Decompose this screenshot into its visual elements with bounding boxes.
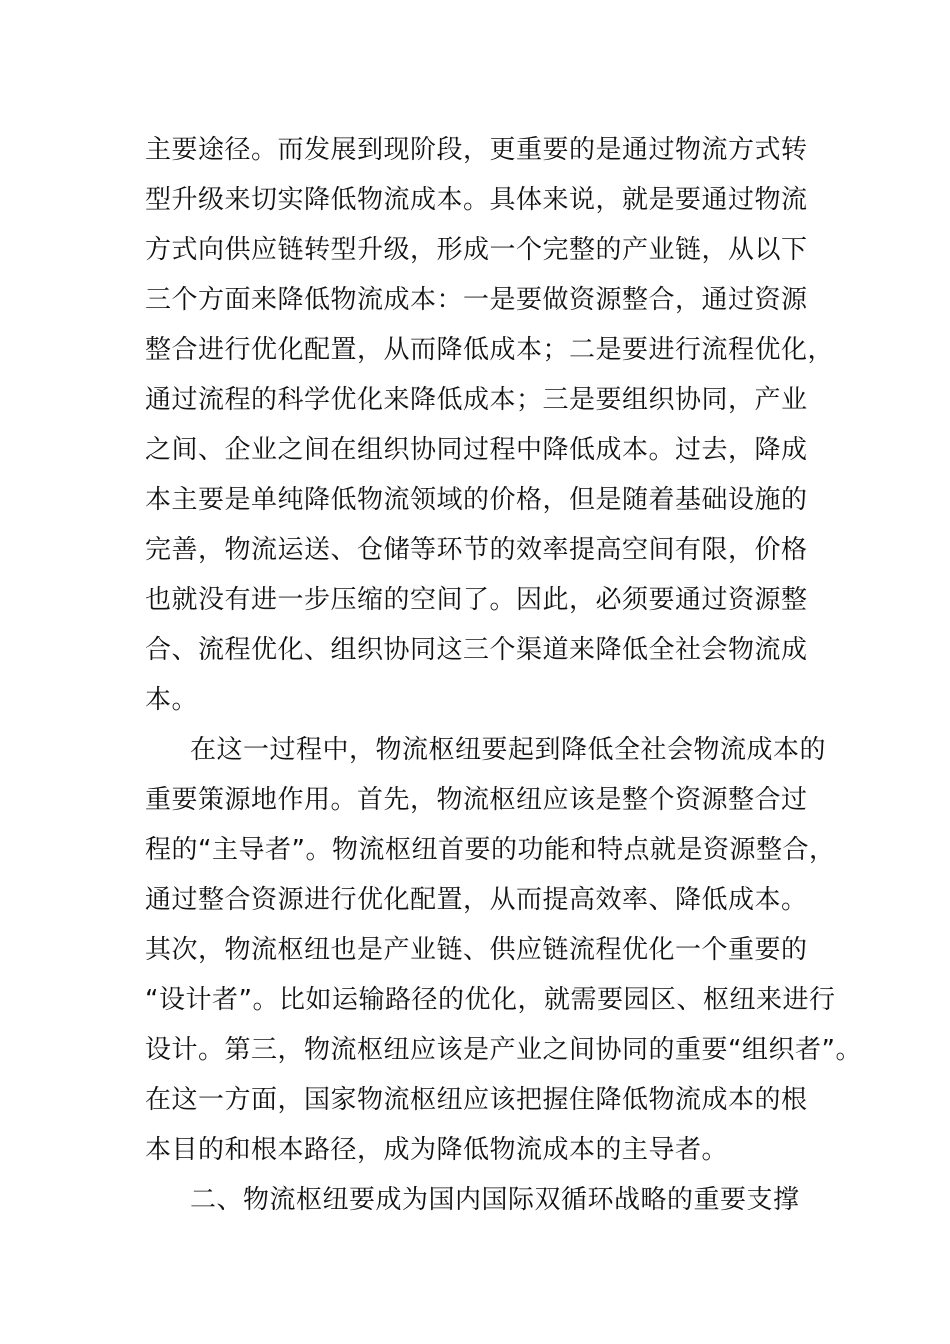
text-line: 整合进行优化配置，从而降低成本；二是要进行流程优化， xyxy=(145,335,835,365)
text-line: 本主要是单纯降低物流领域的价格，但是随着基础设施的 xyxy=(145,485,808,515)
text-line: 本目的和根本路径，成为降低物流成本的主导者。 xyxy=(145,1135,729,1165)
text-line: 主要途径。而发展到现阶段，更重要的是通过物流方式转 xyxy=(145,135,808,165)
text-line: 完善，物流运送、仓储等环节的效率提高空间有限，价格 xyxy=(145,535,808,565)
text-line: 三个方面来降低物流成本：一是要做资源整合，通过资源 xyxy=(145,285,808,315)
text-line: 设计。第三，物流枢纽应该是产业之间协同的重要“组织者”。 xyxy=(145,1035,862,1065)
text-line: 方式向供应链转型升级，形成一个完整的产业链，从以下 xyxy=(145,235,808,265)
paragraph-first-line: 在这一过程中，物流枢纽要起到降低全社会物流成本的 xyxy=(190,735,827,765)
text-line: 在这一方面，国家物流枢纽应该把握住降低物流成本的根 xyxy=(145,1085,808,1115)
text-line: 型升级来切实降低物流成本。具体来说，就是要通过物流 xyxy=(145,185,808,215)
text-line: 通过整合资源进行优化配置，从而提高效率、降低成本。 xyxy=(145,885,808,915)
text-line: “设计者”。比如运输路径的优化，就需要园区、枢纽来进行 xyxy=(145,985,836,1015)
text-line: 之间、企业之间在组织协同过程中降低成本。过去，降成 xyxy=(145,435,808,465)
text-line: 其次，物流枢纽也是产业链、供应链流程优化一个重要的 xyxy=(145,935,808,965)
text-line: 程的“主导者”。物流枢纽首要的功能和特点就是资源整合， xyxy=(145,835,836,865)
text-line: 本。 xyxy=(145,685,199,715)
text-line: 合、流程优化、组织协同这三个渠道来降低全社会物流成 xyxy=(145,635,808,665)
text-line: 也就没有进一步压缩的空间了。因此，必须要通过资源整 xyxy=(145,585,808,615)
section-heading: 二、物流枢纽要成为国内国际双循环战略的重要支撑 xyxy=(190,1185,800,1215)
text-line: 重要策源地作用。首先，物流枢纽应该是整个资源整合过 xyxy=(145,785,808,815)
text-line: 通过流程的科学优化来降低成本；三是要组织协同，产业 xyxy=(145,385,808,415)
